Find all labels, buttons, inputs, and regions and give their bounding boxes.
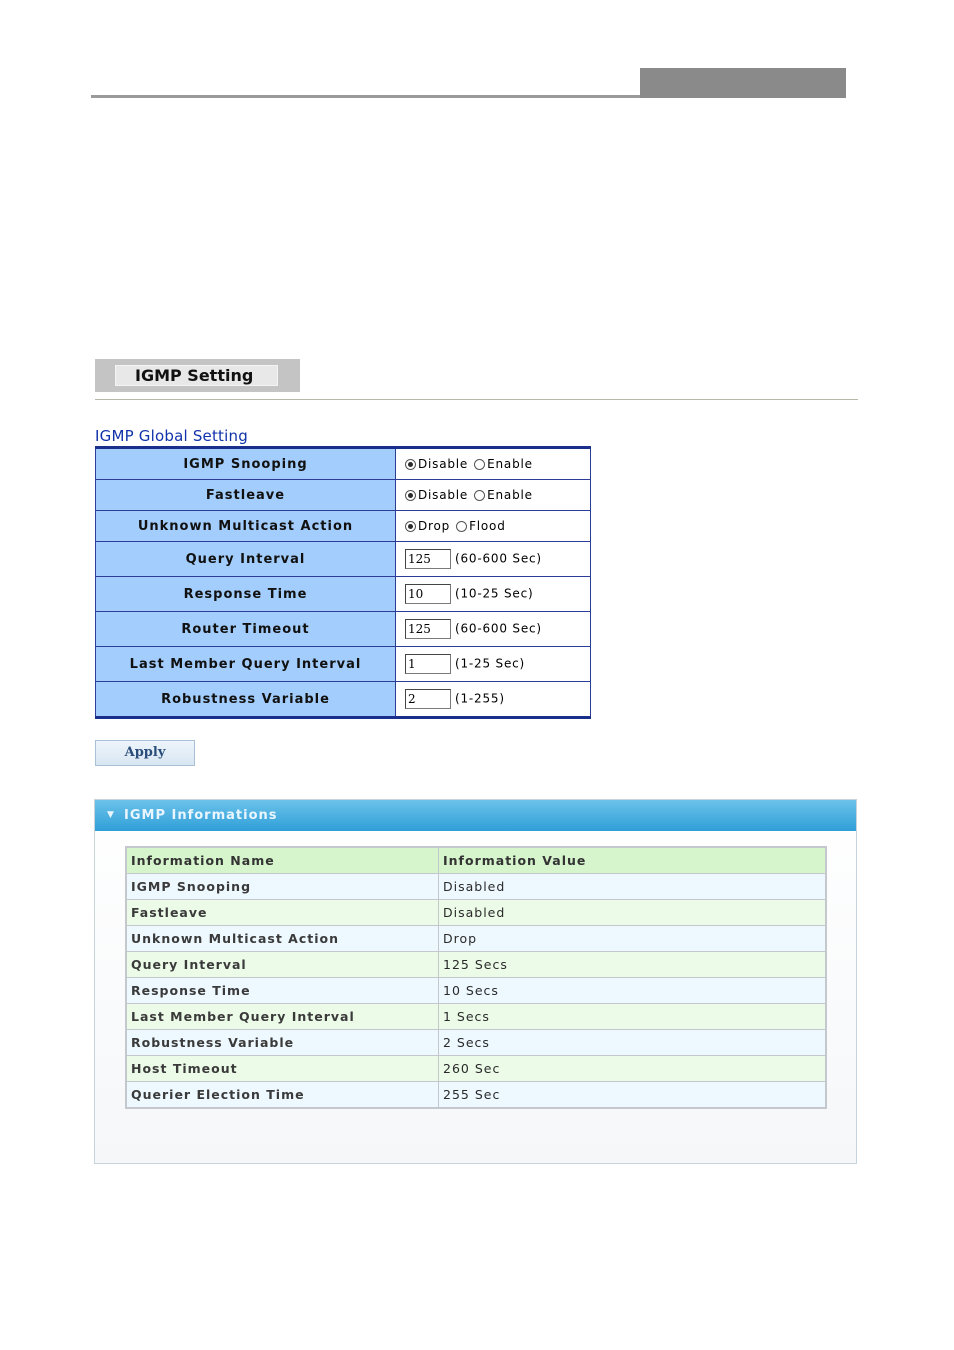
col-header-value: Information Value bbox=[439, 847, 827, 874]
radio-option-disable[interactable] bbox=[405, 488, 468, 502]
range-hint: (60-600 Sec) bbox=[455, 621, 542, 636]
page-header-rule bbox=[91, 95, 640, 98]
range-hint: (10-25 Sec) bbox=[455, 586, 534, 601]
response-time-input[interactable]: 10 bbox=[405, 584, 451, 604]
info-name: Query Interval bbox=[126, 952, 439, 978]
col-header-name: Information Name bbox=[126, 847, 439, 874]
setting-label: Query Interval bbox=[96, 542, 396, 577]
info-value: 255 Sec bbox=[439, 1082, 827, 1109]
info-name: Robustness Variable bbox=[126, 1030, 439, 1056]
radio-label: Disable bbox=[418, 488, 469, 502]
setting-row-unknown-multicast-action bbox=[96, 511, 591, 542]
radio-label: Drop bbox=[418, 519, 451, 533]
setting-value bbox=[396, 511, 591, 542]
radio-option-flood[interactable] bbox=[456, 519, 506, 533]
setting-value bbox=[396, 480, 591, 511]
info-table-header bbox=[126, 847, 826, 874]
robustness-variable-input[interactable]: 2 bbox=[405, 689, 451, 709]
setting-row-router-timeout bbox=[96, 612, 591, 647]
last-member-query-interval-input[interactable]: 1 bbox=[405, 654, 451, 674]
info-panel-header[interactable] bbox=[95, 800, 856, 831]
table-row bbox=[126, 900, 826, 926]
setting-value bbox=[396, 577, 591, 612]
radio-option-enable[interactable] bbox=[474, 457, 533, 471]
global-setting-title: IGMP Global Setting bbox=[95, 427, 248, 445]
info-value: Disabled bbox=[439, 874, 827, 900]
section-tab-label: IGMP Setting bbox=[115, 365, 278, 386]
info-value: 10 Secs bbox=[439, 978, 827, 1004]
radio-label: Flood bbox=[469, 519, 506, 533]
radio-unselected-icon[interactable] bbox=[456, 521, 467, 532]
radio-label: Enable bbox=[487, 488, 533, 502]
setting-label: Response Time bbox=[96, 577, 396, 612]
setting-row-query-interval bbox=[96, 542, 591, 577]
setting-value bbox=[396, 612, 591, 647]
range-hint: (60-600 Sec) bbox=[455, 551, 542, 566]
setting-label: Last Member Query Interval bbox=[96, 647, 396, 682]
global-setting-table bbox=[95, 446, 591, 719]
info-name: Unknown Multicast Action bbox=[126, 926, 439, 952]
radio-selected-icon[interactable] bbox=[405, 459, 416, 470]
setting-row-fastleave bbox=[96, 480, 591, 511]
table-row bbox=[126, 952, 826, 978]
radio-unselected-icon[interactable] bbox=[474, 459, 485, 470]
setting-value bbox=[396, 682, 591, 718]
radio-option-drop[interactable] bbox=[405, 519, 450, 533]
page-header-box bbox=[640, 68, 846, 98]
table-row bbox=[126, 1030, 826, 1056]
radio-label: Disable bbox=[418, 457, 469, 471]
setting-label: IGMP Snooping bbox=[96, 448, 396, 480]
info-value: 125 Secs bbox=[439, 952, 827, 978]
info-table bbox=[125, 846, 827, 1109]
setting-value bbox=[396, 647, 591, 682]
router-timeout-input[interactable]: 125 bbox=[405, 619, 451, 639]
info-value: 1 Secs bbox=[439, 1004, 827, 1030]
info-name: Host Timeout bbox=[126, 1056, 439, 1082]
setting-label: Router Timeout bbox=[96, 612, 396, 647]
radio-option-disable[interactable] bbox=[405, 457, 468, 471]
info-value: Drop bbox=[439, 926, 827, 952]
query-interval-input[interactable]: 125 bbox=[405, 549, 451, 569]
info-value: 260 Sec bbox=[439, 1056, 827, 1082]
setting-row-igmp-snooping bbox=[96, 448, 591, 480]
setting-row-last-member-query-interval bbox=[96, 647, 591, 682]
info-name: IGMP Snooping bbox=[126, 874, 439, 900]
section-tab bbox=[95, 359, 300, 392]
info-panel bbox=[94, 799, 857, 1164]
table-row bbox=[126, 1004, 826, 1030]
info-name: Fastleave bbox=[126, 900, 439, 926]
table-row bbox=[126, 978, 826, 1004]
setting-row-response-time bbox=[96, 577, 591, 612]
info-name: Querier Election Time bbox=[126, 1082, 439, 1109]
setting-row-robustness-variable bbox=[96, 682, 591, 718]
setting-value bbox=[396, 542, 591, 577]
info-name: Last Member Query Interval bbox=[126, 1004, 439, 1030]
info-panel-title: IGMP Informations bbox=[124, 808, 278, 823]
range-hint: (1-25 Sec) bbox=[455, 656, 526, 671]
range-hint: (1-255) bbox=[455, 691, 505, 706]
table-row bbox=[126, 1056, 826, 1082]
section-divider bbox=[95, 399, 858, 400]
collapse-arrow-icon[interactable]: ▼ bbox=[107, 810, 115, 820]
setting-label: Fastleave bbox=[96, 480, 396, 511]
table-row bbox=[126, 1082, 826, 1109]
radio-label: Enable bbox=[487, 457, 533, 471]
info-value: Disabled bbox=[439, 900, 827, 926]
apply-button[interactable]: Apply bbox=[95, 740, 195, 766]
radio-selected-icon[interactable] bbox=[405, 490, 416, 501]
info-name: Response Time bbox=[126, 978, 439, 1004]
info-value: 2 Secs bbox=[439, 1030, 827, 1056]
setting-label: Unknown Multicast Action bbox=[96, 511, 396, 542]
radio-unselected-icon[interactable] bbox=[474, 490, 485, 501]
setting-label: Robustness Variable bbox=[96, 682, 396, 718]
radio-selected-icon[interactable] bbox=[405, 521, 416, 532]
radio-option-enable[interactable] bbox=[474, 488, 533, 502]
setting-value bbox=[396, 448, 591, 480]
table-row bbox=[126, 926, 826, 952]
table-row bbox=[126, 874, 826, 900]
